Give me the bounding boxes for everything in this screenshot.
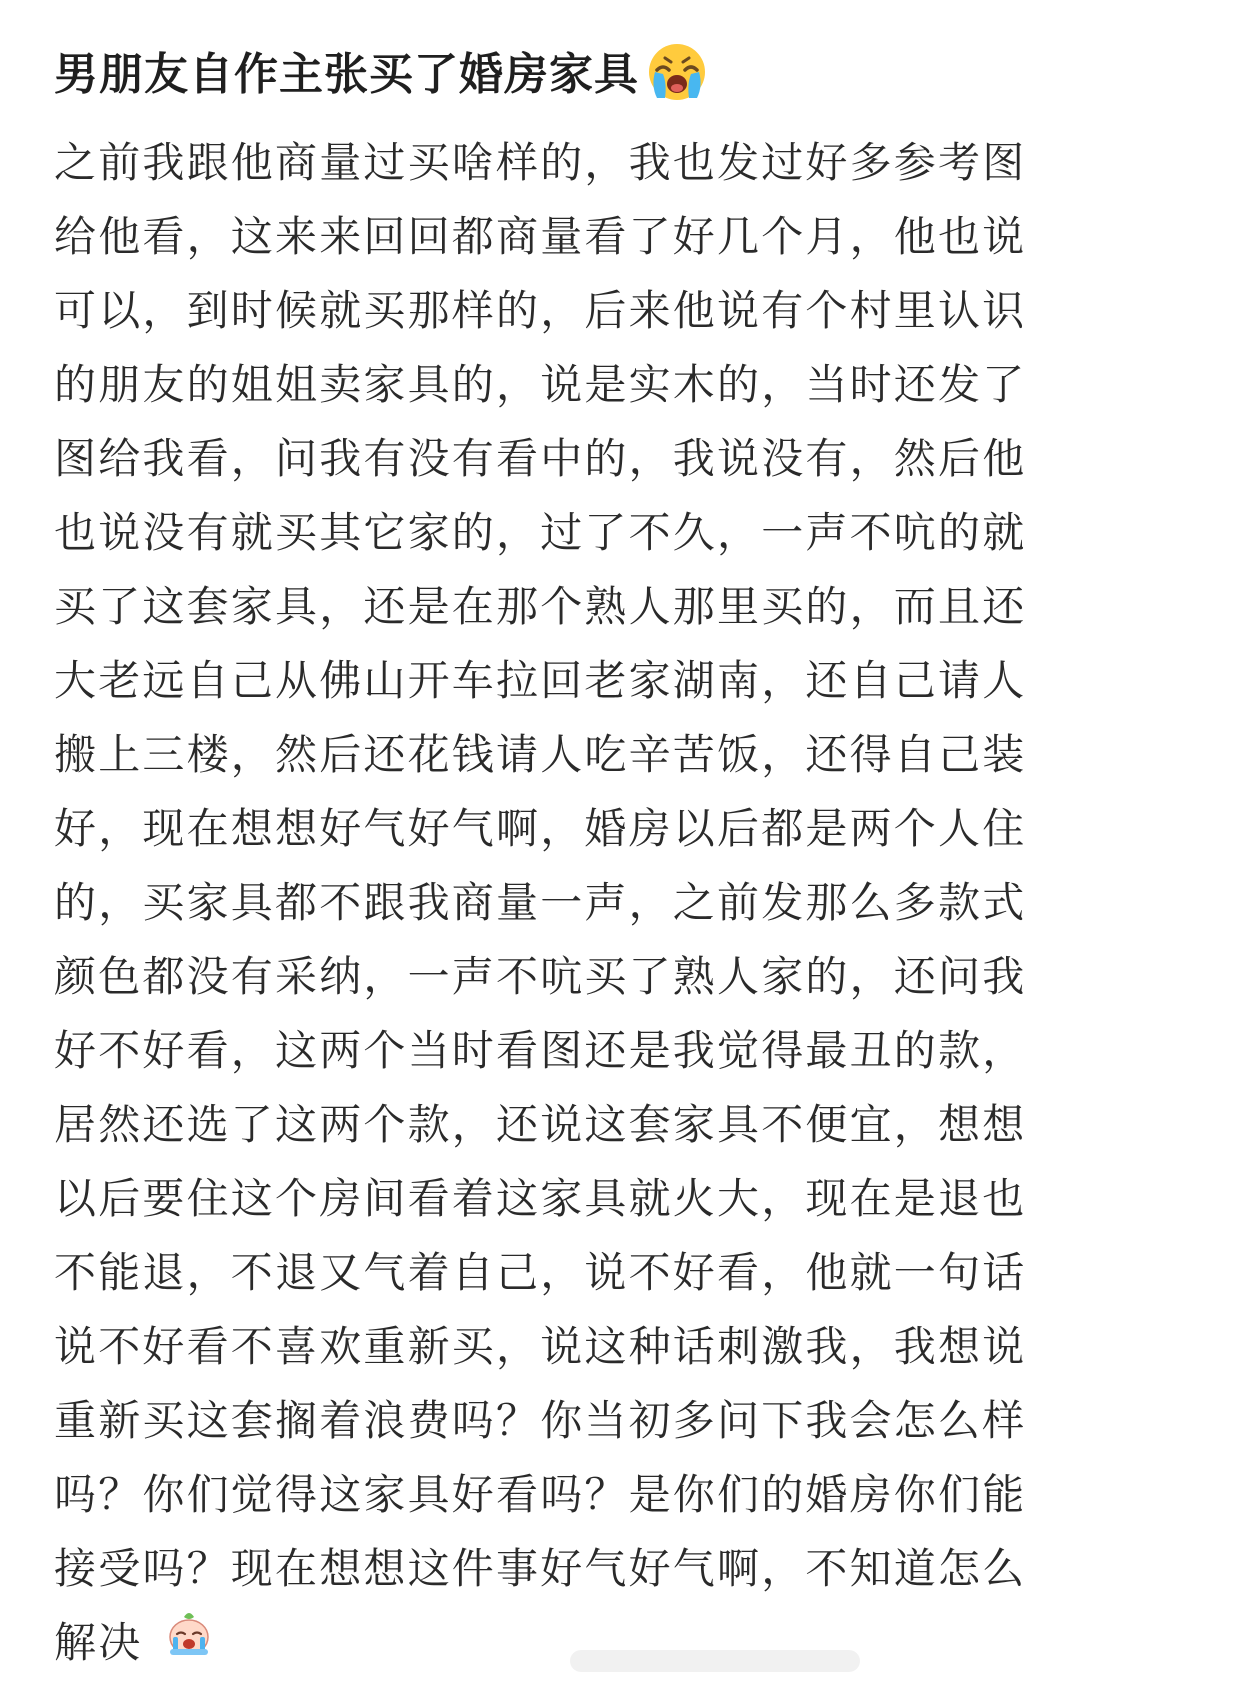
loudly-crying-face-icon [643, 36, 711, 104]
post [54, 32, 1206, 1680]
body-line: 重新买这套搁着浪费吗？你当初多问下我会怎么样 [54, 1396, 1027, 1445]
post-title-row [54, 32, 1206, 108]
body-line: 可以，到时候就买那样的，后来他说有个村里认识 [54, 286, 1027, 335]
body-line: 说不好看不喜欢重新买，说这种话刺激我，我想说 [54, 1322, 1027, 1371]
body-line: 搬上三楼，然后还花钱请人吃辛苦饭，还得自己装 [54, 730, 1027, 779]
body-line: 好不好看，这两个当时看图还是我觉得最丑的款， [54, 1026, 1027, 1075]
body-line: 也说没有就买其它家的，过了不久，一声不吭的就 [54, 508, 1027, 557]
crying-baby-icon [164, 1606, 214, 1656]
body-line: 以后要住这个房间看着这家具就火大，现在是退也 [54, 1174, 1027, 1223]
body-line: 买了这套家具，还是在那个熟人那里买的，而且还 [54, 582, 1027, 631]
body-line: 吗？你们觉得这家具好看吗？是你们的婚房你们能 [54, 1470, 1027, 1519]
watermark [570, 1644, 860, 1678]
body-line: 大老远自己从佛山开车拉回老家湖南，还自己请人 [54, 656, 1027, 705]
body-line: 好，现在想想好气好气啊，婚房以后都是两个人住 [54, 804, 1027, 853]
body-line: 的朋友的姐姐卖家具的，说是实木的，当时还发了 [54, 360, 1027, 409]
body-line: 颜色都没有采纳，一声不吭买了熟人家的，还问我 [54, 952, 1027, 1001]
post-title: 男朋友自作主张买了婚房家具 [54, 49, 639, 100]
body-line: 之前我跟他商量过买啥样的，我也发过好多参考图 [54, 138, 1027, 187]
body-line: 图给我看，问我有没有看中的，我说没有，然后他 [54, 434, 1027, 483]
body-line: 解决 [54, 1618, 143, 1667]
body-line: 给他看，这来来回回都商量看了好几个月，他也说 [54, 212, 1027, 261]
body-line: 的，买家具都不跟我商量一声，之前发那么多款式 [54, 878, 1027, 927]
body-line: 接受吗？现在想想这件事好气好气啊，不知道怎么 [54, 1544, 1027, 1593]
body-line: 居然还选了这两个款，还说这套家具不便宜，想想 [54, 1100, 1027, 1149]
body-line: 不能退，不退又气着自己，说不好看，他就一句话 [54, 1248, 1027, 1297]
post-body [54, 126, 1206, 1680]
